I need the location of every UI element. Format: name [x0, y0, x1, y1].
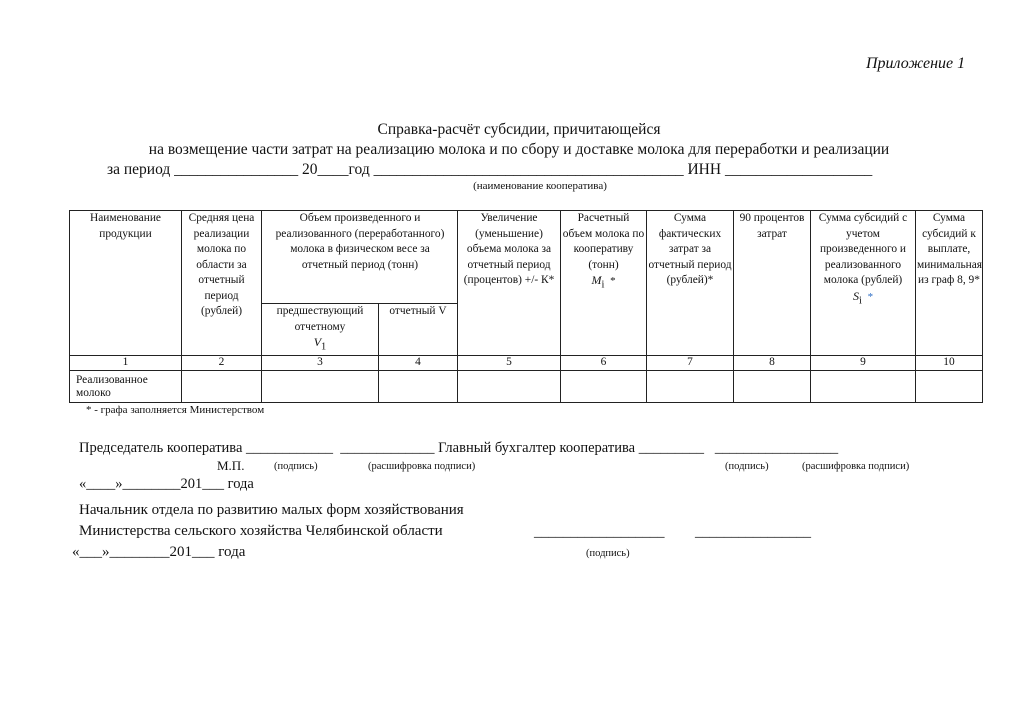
head-line-2: Министерства сельского хозяйства Челябинской области: [79, 523, 443, 539]
date-line-2[interactable]: «___»________201___ года: [72, 544, 246, 560]
chairman-sign-blank[interactable]: ____________: [246, 440, 334, 456]
header-avg-price: Средняя цена реализации молока по области за отчетный период (рублей): [188, 212, 255, 317]
coop-name-blank[interactable]: ________________________________________: [373, 161, 684, 178]
header-increase: Увеличение (уменьшение) объема молока за отчетный период (процентов) +/- К*: [463, 212, 555, 286]
appendix-label: Приложение 1: [866, 55, 966, 72]
col-number: 3: [317, 356, 323, 368]
symbol-si: $S_i$ *: [852, 288, 874, 306]
head-line-1: Начальник отдела по развитию малых форм хозяйствования: [79, 502, 464, 518]
header-calc-volume-label: Расчетный объем молока по кооперативу (тонн): [562, 212, 645, 271]
header-volume: Объем произведенного и реализованного (переработанного) молока в физическом весе за отчетный период (тонн): [275, 212, 445, 271]
accountant-decode-hint: (расшифровка подписи): [802, 461, 910, 472]
chairman-label: Председатель кооператива: [79, 440, 243, 456]
symbol-v1: $V_1$: [313, 335, 327, 353]
header-subsidy-amount-label: Сумма субсидий с учетом произведенного и реализованного молока (рублей): [818, 212, 908, 286]
header-calc-volume: [562, 211, 645, 293]
header-90-percent: 90 процентов затрат: [739, 212, 805, 240]
year-label: 20____год: [302, 161, 370, 178]
accountant-decode-blank[interactable]: _________________: [714, 440, 839, 456]
title-line-1: Справка-расчёт субсидии, причитающейся: [377, 121, 661, 138]
head-sign-blank[interactable]: __________________: [534, 524, 665, 540]
title-line-2: на возмещение части затрат на реализацию молока и по сбору и доставке молока для переработки и реализации: [148, 141, 890, 158]
col-number: 5: [506, 356, 512, 368]
col-number: 2: [218, 356, 225, 368]
header-subsidy-amount: [811, 211, 915, 308]
header-actual-costs: Сумма фактических затрат за отчетный период (рублей)*: [648, 212, 732, 286]
col-number: 9: [860, 356, 866, 368]
symbol-mi: $M_i$ *: [591, 273, 616, 291]
header-prev-period: [263, 304, 377, 355]
inn-label: ИНН: [687, 161, 722, 178]
period-label: за период: [107, 161, 171, 178]
row-label-sold-milk: Реализованное молоко: [76, 374, 148, 399]
chairman-decode-hint: (расшифровка подписи): [368, 461, 476, 472]
col-number: 1: [122, 356, 129, 368]
accountant-sign-hint: (подпись): [725, 461, 769, 472]
accountant-sign-blank[interactable]: _________: [638, 440, 704, 456]
col-number: 4: [415, 356, 421, 368]
header-current-period: отчетный V: [389, 305, 447, 317]
period-blank[interactable]: ________________: [174, 161, 299, 178]
col-number: 8: [769, 356, 775, 368]
inn-blank[interactable]: ___________________: [724, 161, 873, 178]
coop-name-hint: (наименование кооператива): [473, 180, 607, 192]
col-number: 6: [600, 356, 607, 368]
col-number: 10: [943, 356, 955, 368]
footnote: * - графа заполняется Министерством: [86, 404, 265, 416]
header-subsidy-payout: Сумма субсидий к выплате, минимальная из граф 8, 9*: [917, 212, 983, 286]
stamp-label: М.П.: [217, 458, 245, 473]
chairman-decode-blank[interactable]: _____________: [340, 440, 435, 456]
head-sign-hint: (подпись): [586, 548, 630, 559]
col-number: 7: [687, 356, 693, 368]
header-prev-period-label: предшествующий отчетному: [276, 305, 364, 333]
header-product: Наименование продукции: [90, 212, 161, 240]
date-line-1[interactable]: «____»________201___ года: [79, 476, 254, 492]
accountant-label: Главный бухгалтер кооператива: [438, 440, 636, 456]
chairman-line: [79, 440, 838, 457]
chairman-sign-hint: (подпись): [274, 461, 318, 472]
head-decode-blank[interactable]: ________________: [695, 524, 811, 540]
